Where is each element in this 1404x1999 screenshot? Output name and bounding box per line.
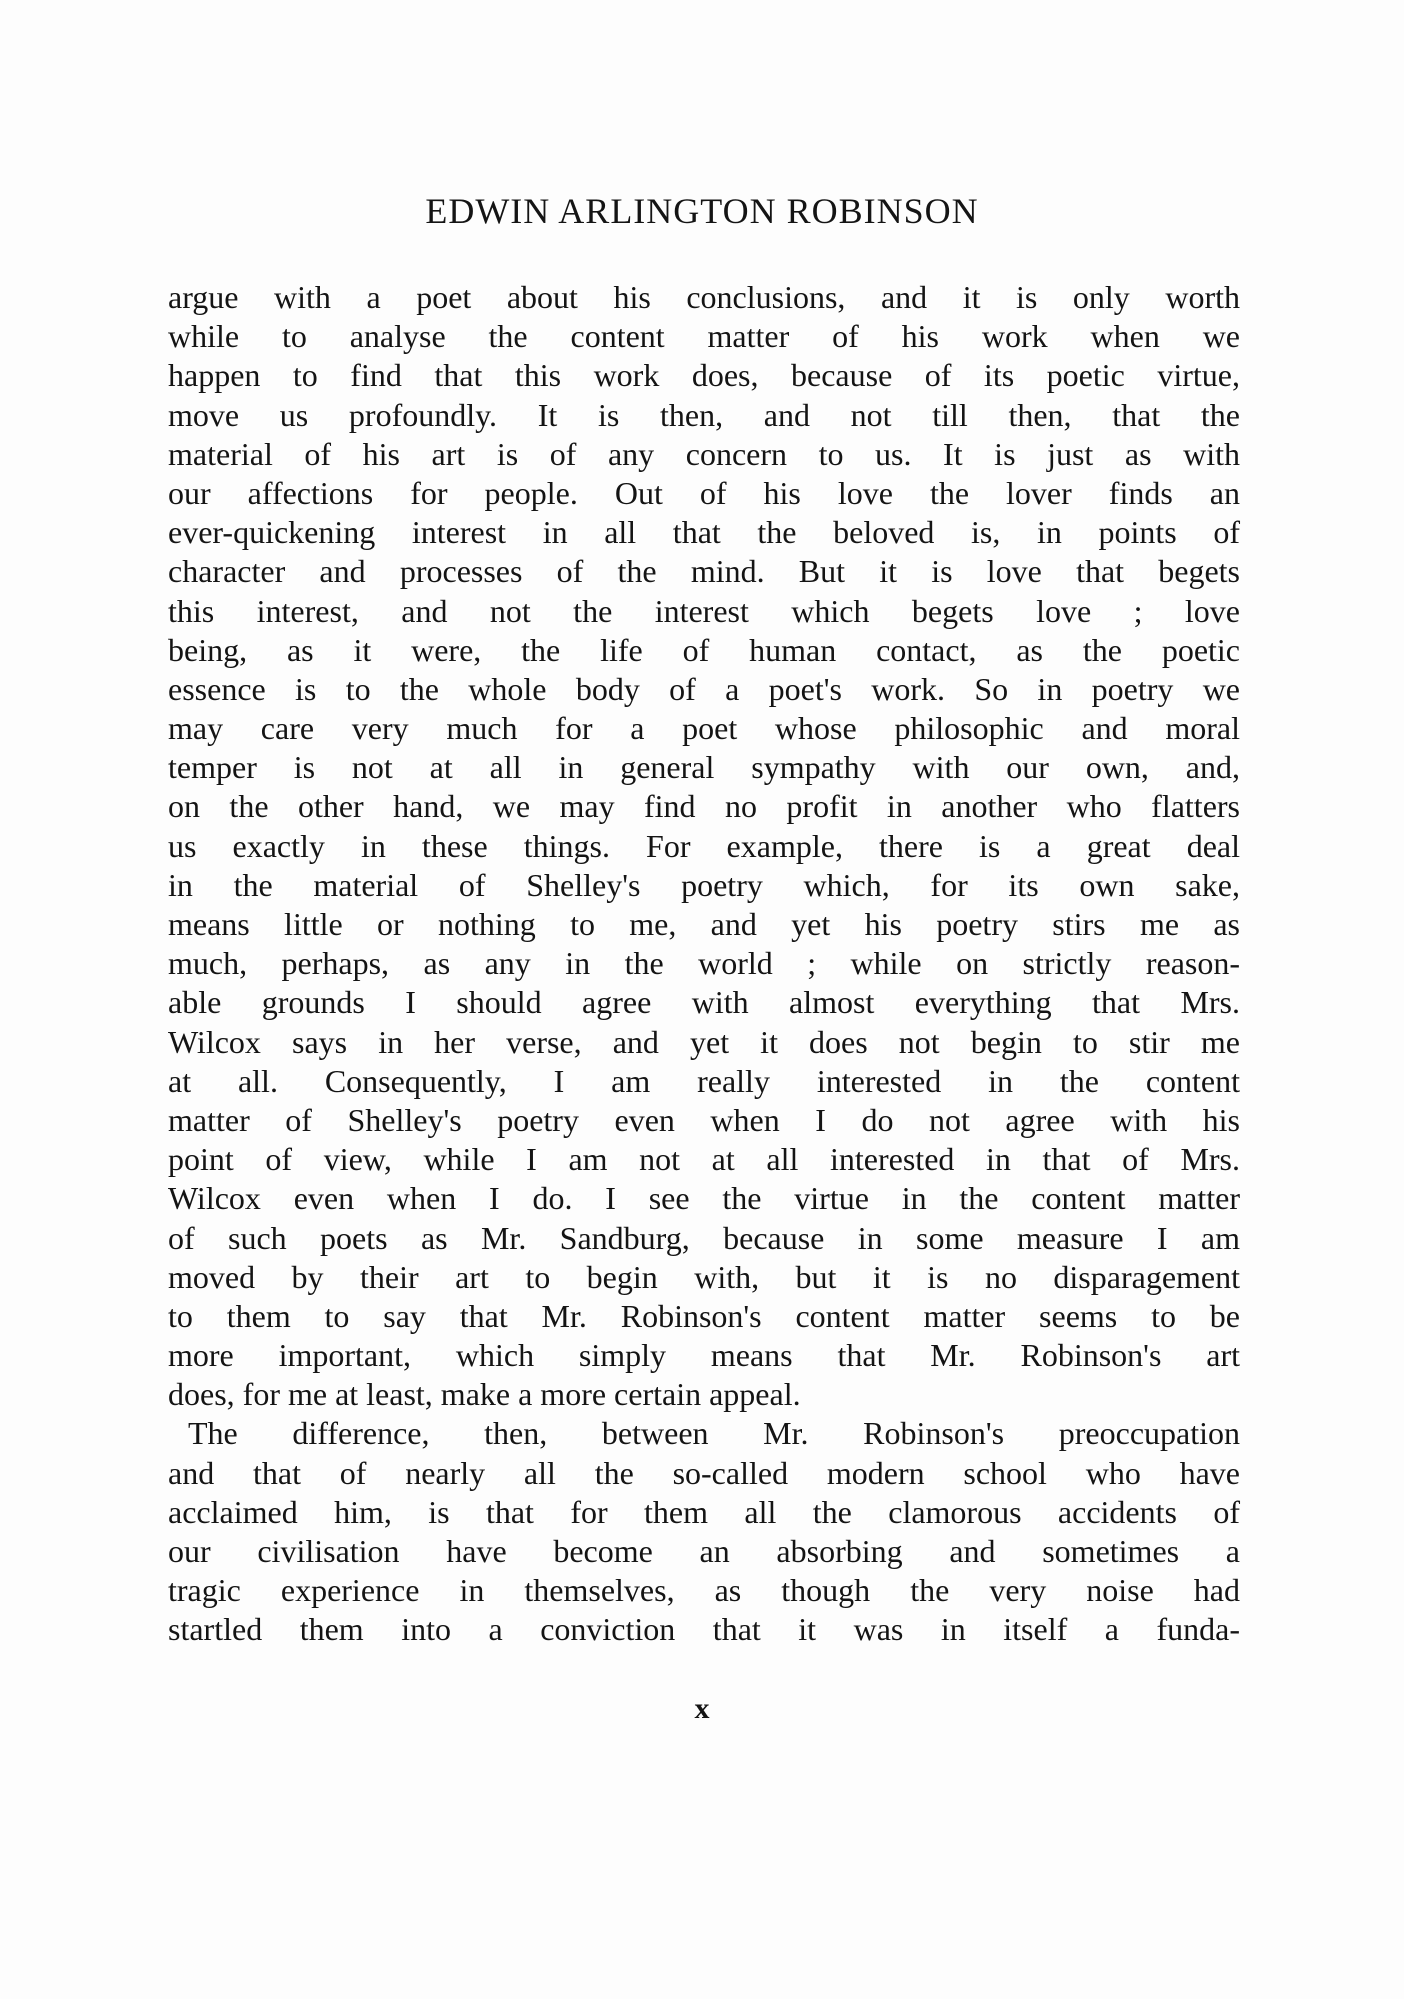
text-line: may care very much for a poet whose philosophic and moral [168,710,1240,747]
text-line: acclaimed him, is that for them all the clamorous accidents of [168,1493,1240,1530]
text-line: material of his art is of any concern to us. It is just as with [168,435,1240,472]
text-line: ever-quickening interest in all that the beloved is, in points of [168,514,1240,551]
text-line: essence is to the whole body of a poet's work. So in poetry we [168,670,1240,707]
text-line: temper is not at all in general sympathy with our own, and, [168,749,1240,786]
text-line: more important, which simply means that Mr. Robinson's art [168,1337,1240,1374]
text-line: this interest, and not the interest which begets love ; love [168,592,1240,629]
text-line: The difference, then, between Mr. Robinson's preoccupation [188,1415,1240,1452]
text-line: move us profoundly. It is then, and not till then, that the [168,396,1240,433]
text-line: Wilcox even when I do. I see the virtue in the content matter [168,1180,1240,1217]
paragraph-1 [168,278,1240,1414]
text-line: happen to find that this work does, because of its poetic virtue, [168,357,1240,394]
text-line: in the material of Shelley's poetry which, for its own sake, [168,866,1240,903]
text-line: tragic experience in themselves, as though the very noise had [168,1572,1240,1609]
text-line: moved by their art to begin with, but it is no disparagement [168,1258,1240,1295]
text-line: character and processes of the mind. But it is love that begets [168,553,1240,590]
text-line: us exactly in these things. For example, there is a great deal [168,827,1240,864]
text-line: argue with a poet about his conclusions, and it is only worth [168,279,1240,315]
text-line: means little or nothing to me, and yet his poetry stirs me as [168,906,1240,942]
text-line: to them to say that Mr. Robinson's content matter seems to be [168,1297,1240,1334]
text-line: point of view, while I am not at all interested in that of Mrs. [168,1141,1240,1178]
text-line: our civilisation have become an absorbing and sometimes a [168,1533,1240,1569]
text-line: while to analyse the content matter of his work when we [168,318,1240,355]
text-line: able grounds I should agree with almost everything that Mrs. [168,984,1240,1021]
text-line: does, for me at least, make a more certain appeal. [168,1376,801,1413]
text-line: of such poets as Mr. Sandburg, because in some measure I am [168,1219,1240,1256]
paragraph-2 [168,1414,1240,1649]
text-line: much, perhaps, as any in the world ; while on strictly reason- [168,945,1240,982]
text-line: being, as it were, the life of human contact, as the poetic [168,631,1240,668]
text-line: and that of nearly all the so-called modern school who have [168,1454,1240,1491]
body-text [168,278,1240,1650]
text-line: Wilcox says in her verse, and yet it does not begin to stir me [168,1023,1240,1060]
text-line: startled them into a conviction that it was in itself a funda- [168,1611,1240,1648]
running-head: EDWIN ARLINGTON ROBINSON [425,191,979,231]
text-line: matter of Shelley's poetry even when I do not agree with his [168,1101,1240,1138]
text-line: on the other hand, we may find no profit in another who flatters [168,788,1240,825]
text-line: our affections for people. Out of his love the lover finds an [168,474,1240,511]
page-number: x [694,1692,710,1725]
text-line: at all. Consequently, I am really interested in the content [168,1062,1240,1099]
